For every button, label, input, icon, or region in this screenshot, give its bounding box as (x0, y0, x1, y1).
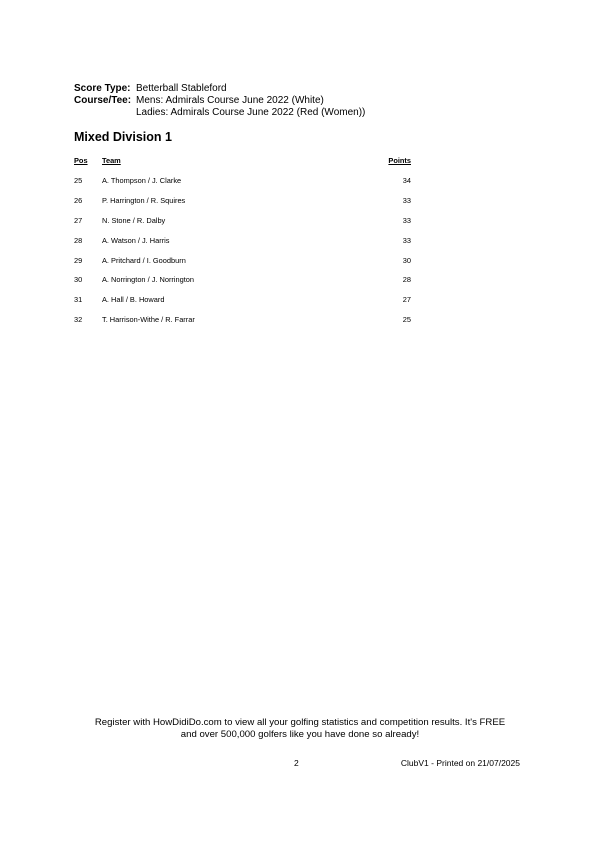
course-tee-row (74, 95, 365, 119)
row-team: T. Harrison-Withe / R. Farrar (102, 314, 195, 324)
row-pos: 30 (74, 275, 83, 285)
row-team: A. Norrington / J. Norrington (102, 275, 195, 285)
footer-message-line-2: and over 500,000 golfers like you have done so already! (180, 729, 420, 740)
table-row (74, 290, 411, 310)
course-tee-label: Course/Tee: (74, 95, 132, 106)
row-team: A. Pritchard / I. Goodburn (102, 255, 186, 265)
footer-message-line-1: Register with HowDidiDo.com to view all your golfing statistics and competition results. It's FREE (94, 717, 506, 728)
results-table (74, 154, 411, 329)
table-row (74, 270, 411, 290)
table-row (74, 230, 411, 250)
row-pos: 32 (74, 314, 83, 324)
row-team: N. Stone / R. Dalby (102, 215, 166, 225)
row-pos: 31 (74, 295, 83, 305)
table-row (74, 171, 411, 191)
course-tee-ladies: Ladies: Admirals Course June 2022 (Red (Women)) (136, 107, 366, 118)
row-points: 34 (402, 176, 411, 186)
header-pos: Pos (74, 155, 88, 165)
row-points: 30 (402, 255, 411, 265)
row-points: 33 (402, 196, 411, 206)
header-points: Points (388, 155, 411, 165)
row-points: 28 (402, 275, 411, 285)
row-pos: 25 (74, 176, 83, 186)
row-pos: 27 (74, 215, 83, 225)
table-row (74, 191, 411, 211)
header-team: Team (102, 155, 121, 165)
row-pos: 29 (74, 255, 83, 265)
table-row (74, 211, 411, 231)
row-team: P. Harrington / R. Squires (102, 196, 186, 206)
row-team: A. Watson / J. Harris (102, 235, 170, 245)
division-title: Mixed Division 1 (74, 130, 172, 144)
course-tee-mens: Mens: Admirals Course June 2022 (White) (136, 95, 324, 106)
footer-message (80, 717, 520, 741)
competition-meta (74, 83, 365, 119)
row-team: A. Thompson / J. Clarke (102, 176, 182, 186)
page-number: 2 (294, 758, 299, 768)
table-row (74, 250, 411, 270)
score-type-row (74, 83, 365, 95)
score-type-value: Betterball Stableford (136, 83, 227, 94)
table-row (74, 310, 411, 330)
course-tee-values (136, 95, 365, 119)
printed-info: ClubV1 - Printed on 21/07/2025 (400, 758, 520, 768)
score-type-label: Score Type: (74, 83, 131, 94)
row-points: 33 (402, 215, 411, 225)
row-points: 25 (402, 314, 411, 324)
row-points: 27 (402, 295, 411, 305)
row-points: 33 (402, 235, 411, 245)
row-pos: 28 (74, 235, 83, 245)
results-header (74, 154, 411, 166)
row-pos: 26 (74, 196, 83, 206)
row-team: A. Hall / B. Howard (102, 295, 165, 305)
